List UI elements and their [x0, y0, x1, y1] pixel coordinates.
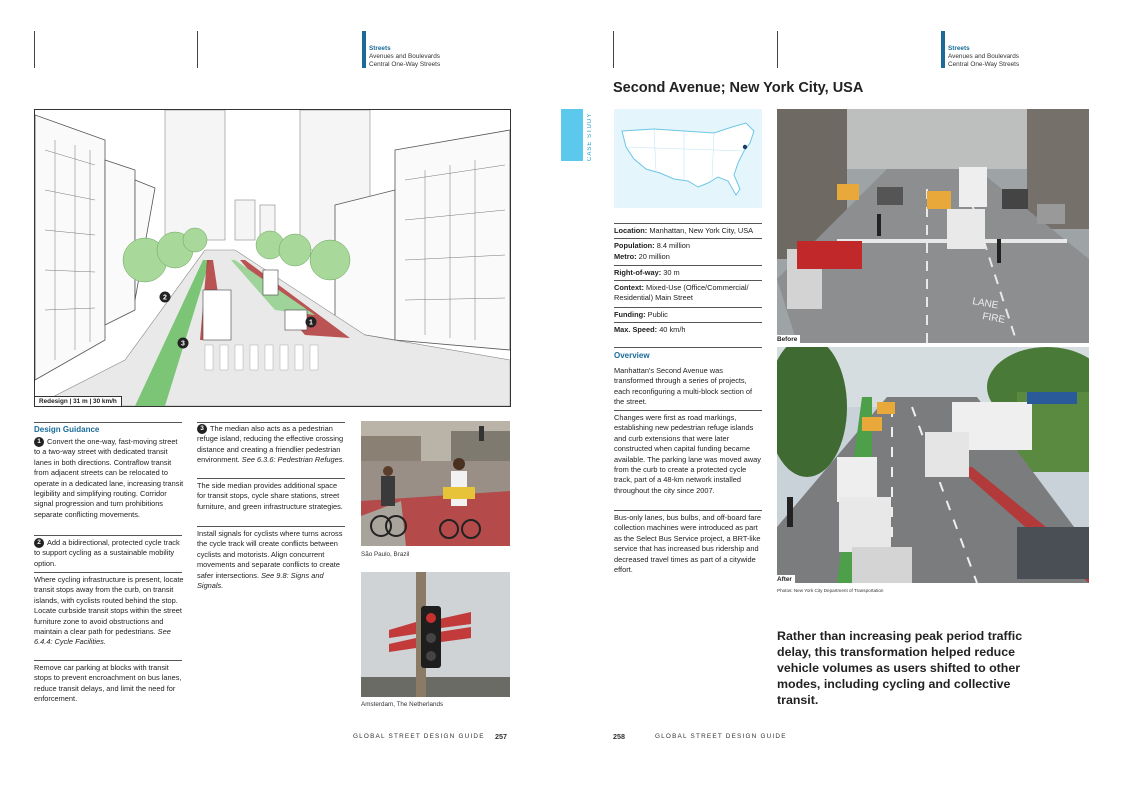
footer-title: GLOBAL STREET DESIGN GUIDE	[353, 733, 485, 740]
before-label: Before	[777, 335, 800, 343]
section-header	[369, 45, 440, 69]
usa-locator-map	[614, 109, 762, 208]
section-subtitle[interactable]: Avenues and Boulevards	[369, 53, 440, 60]
guidance-paragraph: 2 Add a bidirectional, protected cycle track to support cycling as a sustainable mobility option.	[34, 538, 180, 568]
svg-text:LANE: LANE	[971, 296, 1000, 312]
svg-text:3: 3	[181, 340, 185, 348]
photo-before-street	[777, 109, 1089, 343]
spec-location: Location: Manhattan, New York City, USA	[614, 226, 754, 235]
spec-rule	[614, 280, 762, 281]
footer-title: GLOBAL STREET DESIGN GUIDE	[655, 733, 787, 740]
svg-text:1: 1	[309, 319, 313, 327]
guidance-paragraph: 1 Convert the one-way, fast-moving street to a two-way street with dedicated transit lanes in both directions. Contraflow transit from adjacent streets can be relocated to operate in a dedicated lane, increasing transit legibility and simplifying routing. Corridor signal progression and turn prohibitions separate conflicting movements.	[34, 437, 184, 519]
section-header	[948, 45, 1019, 69]
spec-rule	[614, 347, 762, 348]
photo-sao-paulo	[361, 421, 510, 546]
photo-amsterdam	[361, 572, 510, 697]
street-redesign-illustration	[34, 109, 511, 407]
design-guidance-title: Design Guidance	[34, 425, 100, 434]
spec-rule	[614, 410, 762, 411]
spec-population: Population: 8.4 million	[614, 241, 690, 250]
guidance-paragraph: The side median provides additional space for transit stops, cycle share stations, street furniture, and green infrastructure strategies.	[197, 481, 343, 511]
section-subtitle[interactable]: Central One-Way Streets	[369, 61, 441, 68]
section-marker	[362, 31, 366, 68]
column-rule	[34, 422, 182, 423]
spec-rule	[614, 307, 762, 308]
photo-cyclists	[361, 421, 510, 546]
map-drawing	[614, 109, 762, 208]
cross-reference[interactable]: See 6.3.6: Pedestrian Refuges.	[241, 455, 345, 465]
photo-after	[777, 347, 1089, 583]
column-rule	[34, 535, 182, 536]
guidance-paragraph: 3 The median also acts as a pedestrian refuge island, reducing the effective crossing distance and creating a friendlier pedestrian environment. See 6.3.6: Pedestrian Refuges.	[197, 424, 345, 465]
photo-bike-signal	[361, 572, 510, 697]
photo-credit: Photos: New York City Department of Transportation	[777, 588, 884, 593]
overview-paragraph: Bus-only lanes, bus bulbs, and off-board fare collection machines were introduced as part as the Select Bus Service project, a BRT-like service that has increased bus ridership and decreased travel times as part of a citywide effort.	[614, 513, 761, 575]
case-study-tab	[561, 109, 583, 161]
spec-speed: Max. Speed: 40 km/h	[614, 325, 686, 334]
page-number: 257	[495, 732, 507, 741]
spec-rule	[614, 265, 762, 266]
spec-rule	[614, 238, 762, 239]
svg-text:2: 2	[163, 294, 167, 302]
spec-context: Context: Mixed-Use (Office/Commercial/ Residential) Main Street	[614, 283, 749, 303]
section-subtitle[interactable]: Central One-Way Streets	[948, 61, 1020, 68]
column-rule	[34, 572, 182, 573]
header-divider	[197, 31, 198, 68]
after-label: After	[777, 575, 795, 583]
spec-rule	[614, 223, 762, 224]
callout-number: 3	[197, 424, 207, 434]
spec-funding: Funding: Public	[614, 310, 668, 319]
column-rule	[197, 422, 345, 423]
guidance-paragraph: Where cycling infrastructure is present, locate transit stops away from the curb, on transit islands, with cyclists routed behind the stop. Locate curbside transit stops within the street furniture zone to avoid obstructions and maintain a clear path for pedestrians. See 6.4.4: Cycle Facilities.	[34, 575, 184, 647]
photo-caption: São Paulo, Brazil	[361, 551, 410, 558]
pull-quote: Rather than increasing peak period traffic delay, this transformation helped reduce vehicle volumes as users shifted to other modes, including cycling and collective transit.	[777, 629, 1023, 707]
column-rule	[34, 660, 182, 661]
spec-rule	[614, 510, 762, 511]
spec-metro: Metro: 20 million	[614, 252, 670, 261]
photo-after-street	[777, 347, 1089, 583]
section-title[interactable]: Streets	[948, 45, 970, 52]
header-divider	[777, 31, 778, 68]
redesign-label: Redesign | 31 m | 30 km/h	[35, 396, 122, 406]
cross-reference[interactable]: See 6.4.4: Cycle Facilities.	[34, 627, 171, 647]
svg-text:FIRE: FIRE	[981, 311, 1006, 326]
section-subtitle[interactable]: Avenues and Boulevards	[948, 53, 1019, 60]
section-title[interactable]: Streets	[369, 45, 391, 52]
column-rule	[197, 526, 345, 527]
overview-paragraph: Manhattan's Second Avenue was transformed through a series of projects, each reconfiguring a multi-block section of the street.	[614, 366, 753, 407]
overview-title: Overview	[614, 351, 650, 360]
photo-caption: Amsterdam, The Netherlands	[361, 701, 444, 708]
callout-number: 2	[34, 538, 44, 548]
spec-right-of-way: Right-of-way: 30 m	[614, 268, 680, 277]
page-number: 258	[613, 732, 625, 741]
header-divider	[613, 31, 614, 68]
guidance-paragraph: Remove car parking at blocks with transit stops to prevent encroachment on bus lanes, reduce transit delays, and limit the need for enforcement.	[34, 663, 182, 704]
case-study-label: CASE STUDY	[587, 112, 593, 161]
illustration-drawing	[35, 110, 510, 406]
overview-paragraph: Changes were first as road markings, establishing new pedestrian refuge islands and curb extensions that were later constructed when capital funding became available. The parking lane was moved away from the curb to create a protected cycle track, part of a 48-km network installed throughout the city since 2007.	[614, 413, 761, 495]
callout-number: 1	[34, 437, 44, 447]
column-rule	[197, 478, 345, 479]
cross-reference[interactable]: See 9.8: Signs and Signals.	[197, 570, 324, 591]
guidance-paragraph: Install signals for cyclists where turns across the cycle track will create conflicts between cyclists and motorists. Align concurrent movements and separate conflicts to create safer intersections. See 9.8: Signs and Signals.	[197, 529, 343, 591]
section-marker	[941, 31, 945, 68]
case-study-title: Second Avenue; New York City, USA	[613, 80, 864, 96]
spec-rule	[614, 322, 762, 323]
header-divider	[34, 31, 35, 68]
photo-before	[777, 109, 1089, 343]
